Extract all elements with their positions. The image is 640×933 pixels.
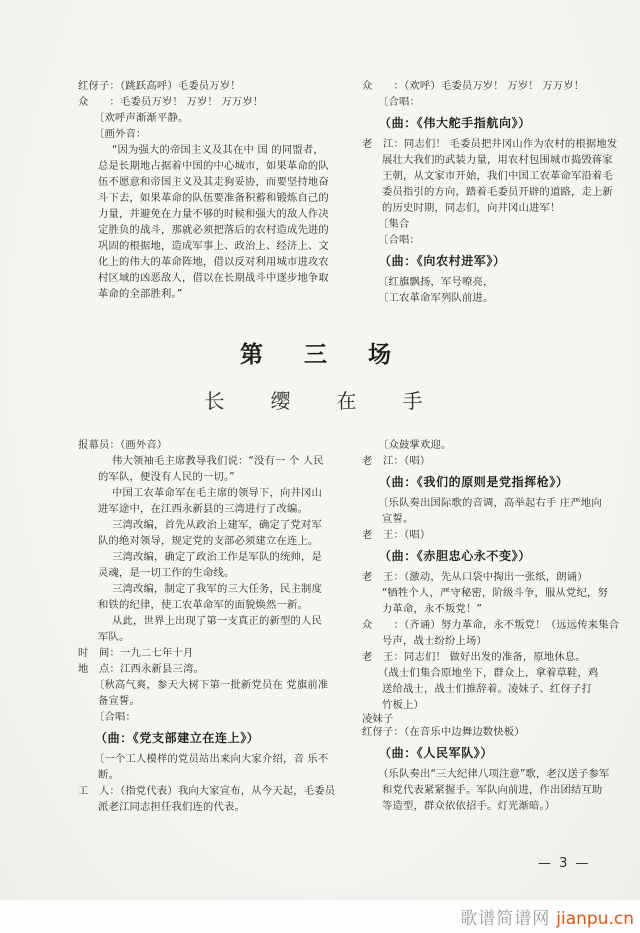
text-line: 的军队，便没有人民的一切。” [98,471,235,483]
dialogue-line: 老 江：（唱） [362,455,431,467]
watermark-site-name: 歌谱简谱网 [460,909,551,929]
text-line: 伟大领袖毛主席教导我们说：“没有一 个 人民 [112,455,324,467]
song-title-line: （曲：《人民军队》） [379,746,494,760]
scene-name-heading: 长 缨 在 手 [204,389,436,413]
stage-direction-line: 〔一个工人模样的党员站出来向大家介绍，音 乐不 [94,753,329,765]
scene-number-heading: 第 三 场 [240,342,400,368]
dialogue-line: 众 ：毛委员万岁！ 万岁！ 万万岁！ [78,96,264,108]
page-number: — 3 — [538,856,591,871]
text-line: 定胜负的战斗，那就必须把落后的农村造成先进的 [98,224,329,236]
text-line: 和党代表紧紧握手。军队向前进，作出团结互助 [382,784,603,796]
text-line: 巩固的根据地，造成军事上、政治上、经济上、文 [98,240,329,252]
stage-direction-line: 〔合唱： [378,234,420,246]
watermark [460,904,634,929]
text-line: 三湾改编，制定了我军的三大任务，民主制度 [112,583,322,595]
text-line: 中国工农革命军在毛主席的领导下，向井冈山 [112,487,322,499]
dialogue-line: 工 人：（指党代表）我向大家宣布，从今天起，毛委员 [78,785,336,797]
dialogue-line: 众 ：（齐诵）努力革命，永不叛党！（远远传来集合 [362,619,620,631]
text-line: 王朝，从文家市开始，我们中国工农革命军沿着毛 [382,170,613,182]
text-line: 力革命，永不叛党！” [382,603,483,615]
text-line: 派老江同志担任我们连的代表。 [98,801,245,813]
right-column-top [362,78,618,306]
watermark-site-url: jianpu.cn [556,909,634,929]
stage-direction-line: （乐队奏出“三大纪律八项注意”歌，老汉送子参军 [378,768,610,780]
text-line: 军队。 [98,631,130,643]
song-title-line: （曲：《向农村进军》） [379,254,506,268]
stage-direction-line: 〔画外音： [94,128,147,140]
dialogue-line: 老 王：同志们！ 做好出发的准备，原地休息。 [362,651,586,663]
watermark-strip [0,900,640,933]
text-line: 的历史时期，同志们，向井冈山进军！ [382,202,561,214]
text-line: 三湾改编，确定了政治工作是军队的统帅，是 [112,551,322,563]
dialogue-line: 老 王：（激动，先从口袋中掏出一张纸，朗诵） [362,571,588,583]
dialogue-line: 报幕员：（画外音） [78,439,168,451]
stage-direction-line: 〔合唱： [94,711,136,723]
stage-direction-line: 〔合唱： [378,96,420,108]
text-line: 灵魂，是一切工作的生命线。 [98,567,235,579]
text-line: 化上的伟大的革命阵地，借以反对利用城市进攻农 [98,256,329,268]
stage-direction-line: 〔集合 [378,218,410,230]
dialogue-line: 红伢子：（跳跃高呼）毛委员万岁！ [78,80,241,92]
speaker-name-line: 凌妹子 [362,713,394,725]
song-title-line: （曲：《党支部建立在连上》） [95,731,260,745]
text-line: 等造型，群众依依招手。灯光渐暗。） [382,800,556,812]
left-column-top [78,78,352,302]
text-line: 委员指引的方向，踏着毛委员开辟的道路，走上新 [382,186,613,198]
text-line: 送给战士，战士们推辞着。凌妹子、红伢子打 [382,683,592,695]
text-line: 宣誓。 [382,513,414,525]
text-line: 备宣誓。 [98,695,140,707]
text-line: 队的绝对领导，规定党的支部必须建立在连上。 [98,535,319,547]
stage-direction-line: 〔红旗飘扬，军号嘹亮， [378,276,494,288]
text-line: 号声，战士纷纷上场） [382,635,487,647]
dialogue-line: 老 王：（唱） [362,529,431,541]
dialogue-line: 时 间：一九二七年十月 [78,647,194,659]
text-line: 村区域的凶恶敌人，借以在长期战斗中逐步地争取 [98,272,329,284]
text-line: 进军途中，在江西永新县的三湾进行了改编。 [98,503,308,515]
text-line: 三湾改编，首先从政治上建军，确定了党对军 [112,519,322,531]
text-line: “牺牲个人，严守秘密，阶级斗争，服从党纪，努 [382,587,608,599]
right-column-bottom [362,437,620,814]
text-line: 断。 [98,769,119,781]
text-line: 竹板上） [382,699,424,711]
scene-title-block [40,336,600,414]
stage-direction-line: 〔欢呼声渐渐平静。 [94,112,189,124]
stage-direction-line: 〔乐队奏出国际歌的音调，高举起右手 庄严地向 [378,497,602,509]
song-title-line: （曲：《伟大舵手指航向》） [379,116,531,130]
dialogue-line: 众 ：（欢呼）毛委员万岁！ 万岁！ 万万岁！ [362,80,585,92]
stage-direction-line: 〔工农革命军列队前进。 [378,292,494,304]
dialogue-line: 老 江：同志们！ 毛委员把井冈山作为农村的根据地发 [362,138,618,150]
text-line: 和铁的纪律，使工农革命军的面貌焕然一新。 [98,599,308,611]
speaker-name-line: 红伢子：（在音乐中边舞边数快板） [362,726,525,738]
song-title-line: （曲：《赤胆忠心永不变》） [379,549,531,563]
text-line: “因为强大的帝国主义及其在中 国 的同盟者， [112,144,324,156]
text-line: 展壮大我们的武装力量，用农村包围城市捣毁蒋家 [382,154,613,166]
text-line: 力量，并避免在力量不够的时候和强大的敌人作决 [98,208,329,220]
dialogue-line: 地 点：江西永新县三湾。 [78,663,204,675]
stage-direction-line: 〔秋高气爽，参天大树下第一批新党员在 党旗前准 [94,679,329,691]
text-line: 伍不愿意和帝国主义及其走狗妥协，而要坚持地奋 [98,176,329,188]
text-line: 革命的全部胜利。” [98,288,183,300]
text-line: 斗下去，如果革命的队伍要准备积蓄和锻炼自己的 [98,192,329,204]
text-line: 从此，世界上出现了第一支真正的新型的人民 [112,615,322,627]
stage-direction-line: 〔众鼓掌欢迎。 [378,439,452,451]
stage-direction-line: （战士们集合原地坐下，群众上，拿着草鞋，鸡 [378,667,599,679]
song-title-line: （曲：《我们的原则是党指挥枪》） [379,475,569,489]
text-line: 总是长期地占据着中国的中心城市，如果革命的队 [98,160,329,172]
left-column-bottom [78,437,352,815]
